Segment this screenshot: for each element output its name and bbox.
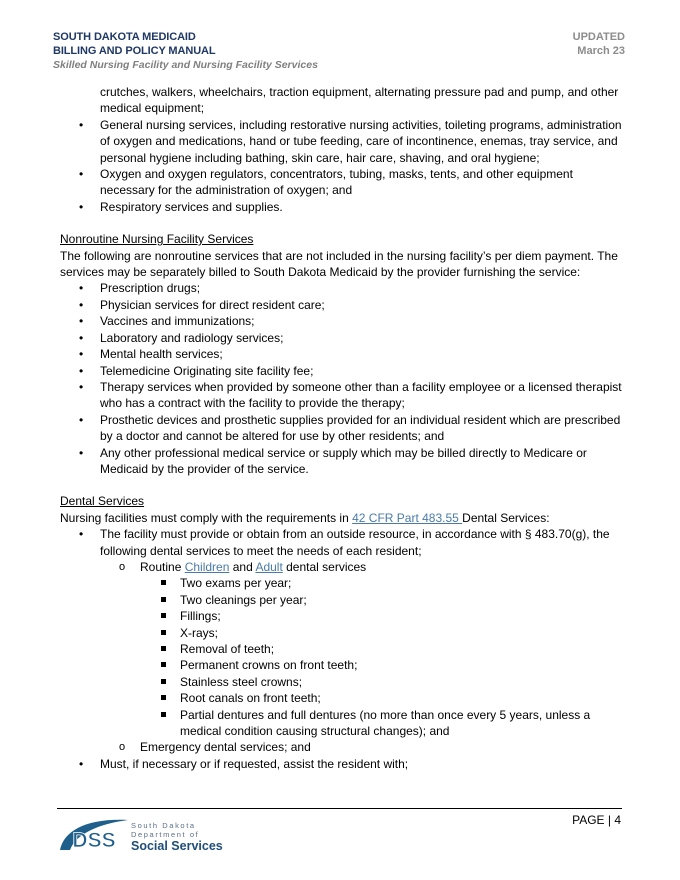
footer-divider (57, 808, 622, 809)
list-item: X-rays; (140, 625, 625, 641)
square-bullet-icon (161, 695, 166, 700)
bullet-icon: • (79, 167, 84, 182)
header-title-line2: BILLING AND POLICY MANUAL (53, 45, 216, 57)
bullet-icon: • (79, 445, 84, 460)
cfr-link[interactable]: 42 CFR Part 483.55 (352, 510, 463, 525)
document-body (60, 84, 625, 772)
list-item: Two cleanings per year; (140, 592, 625, 608)
bullet-icon: • (79, 527, 84, 542)
list-item: o Emergency dental services; and (119, 740, 311, 755)
square-bullet-icon (161, 597, 166, 602)
list-item: Permanent crowns on front teeth; (140, 657, 625, 673)
square-bullet-icon (161, 630, 166, 635)
page-header (53, 30, 318, 72)
circle-bullet-icon: o (119, 560, 126, 573)
bullet-icon: • (79, 199, 84, 214)
list-item: • Therapy services when provided by someone other than a facility employee or a licensed therapist who has a contract with the facility to provide the therapy; (79, 379, 622, 411)
list-item: Fillings; (140, 608, 625, 624)
list-item: • Must, if necessary or if requested, assist the resident with; (79, 756, 409, 771)
list-item: • Telemedicine Originating site facility fee; (79, 363, 314, 378)
dss-logo-icon (58, 816, 130, 852)
list-item: • Respiratory services and supplies. (79, 199, 283, 214)
list-item: • Mental health services; (79, 347, 223, 362)
list-item: Stainless steel crowns; (140, 674, 625, 690)
logo-abbr: DSS (72, 829, 116, 852)
list-item: o Routine Children and Adult dental services Two exams per year; Two cleanings per year; Fillings; X-rays; Removal of teeth; Permanent crowns on front teeth; Stainless steel crowns; Root canals on front teeth; Partial dentures and full dentures (no more than once every 5 years, unless a medical condition causing structural changes); and (100, 559, 625, 739)
bullet-icon: • (79, 412, 84, 427)
bullet-icon: • (79, 117, 84, 132)
list-item: • The facility must provide or obtain from an outside resource, in accordance with § 483.70(g), the following dental services to meet the needs of each resident; (79, 527, 610, 558)
routine-services-list (60, 84, 625, 215)
routine-dental-list (140, 575, 625, 739)
children-link[interactable]: Children (184, 559, 230, 574)
dental-list (60, 526, 625, 559)
list-item-continuation: crutches, walkers, wheelchairs, traction equipment, alternating pressure pad and pump, and other medical equipment; (100, 85, 619, 116)
logo-line-1: South Dakota (131, 821, 196, 830)
nonroutine-heading: Nonroutine Nursing Facility Services (60, 232, 254, 247)
list-item: • Any other professional medical service or supply which may be billed directly to Medicare or Medicaid by the provider of the service. (79, 445, 587, 476)
square-bullet-icon (161, 646, 166, 651)
header-title-line1: SOUTH DAKOTA MEDICAID (53, 31, 196, 43)
list-item: Partial dentures and full dentures (no more than once every 5 years, unless a medical condition causing structural changes); and (140, 707, 625, 740)
bullet-icon: • (79, 281, 84, 296)
square-bullet-icon (161, 662, 166, 667)
dental-intro: Nursing facilities must comply with the requirements in 42 CFR Part 483.55 Dental Services: (60, 510, 550, 525)
list-item: Root canals on front teeth; (140, 690, 625, 706)
bullet-icon: • (79, 379, 84, 394)
header-updated (573, 30, 625, 58)
list-item: • Prescription drugs; (79, 281, 201, 296)
nonroutine-list (60, 280, 625, 477)
list-item: • Laboratory and radiology services; (79, 330, 284, 345)
bullet-icon: • (79, 363, 84, 378)
list-item: Two exams per year; (140, 575, 625, 591)
list-item: • Physician services for direct resident care; (79, 297, 325, 312)
header-subtitle: Skilled Nursing Facility and Nursing Facility Services (53, 59, 318, 71)
list-item: • General nursing services, including restorative nursing activities, toileting programs, administration of oxygen and medications, hand or tube feeding, care of incontinence, enemas, tray service, and personal hygiene including bathing, skin care, hair care, shaving, and oral hygiene; (79, 117, 622, 165)
bullet-icon: • (79, 297, 84, 312)
square-bullet-icon (161, 580, 166, 585)
bullet-icon: • (79, 756, 84, 771)
logo-line-3: Social Services (131, 839, 223, 853)
bullet-icon: • (79, 314, 84, 329)
list-item: • Prosthetic devices and prosthetic supplies provided for an individual resident which are prescribed by a doctor and cannot be altered for use by other residents; and (79, 412, 621, 444)
dental-sublist (60, 559, 625, 756)
circle-bullet-icon: o (119, 741, 126, 754)
list-item: • Oxygen and oxygen regulators, concentrators, tubing, masks, tents, and other equipment necessary for the administration of oxygen; and (79, 167, 573, 198)
square-bullet-icon (161, 613, 166, 618)
list-item: • Vaccines and immunizations; (79, 314, 255, 329)
bullet-icon: • (79, 347, 84, 362)
logo-text (131, 822, 223, 853)
page-number: PAGE | 4 (572, 813, 621, 827)
square-bullet-icon (161, 679, 166, 684)
list-item: Removal of teeth; (140, 641, 625, 657)
dental-list-continued (60, 756, 625, 772)
logo-line-2: Department of (131, 829, 200, 839)
dental-heading: Dental Services (60, 494, 145, 509)
nonroutine-intro: The following are nonroutine services that are not included in the nursing facility’s per diem payment. The services may be separately billed to South Dakota Medicaid by the provider furnishing the service: (60, 248, 618, 280)
updated-date: March 23 (577, 45, 625, 57)
square-bullet-icon (161, 712, 166, 717)
bullet-icon: • (79, 330, 84, 345)
adult-link[interactable]: Adult (255, 559, 283, 574)
updated-label: UPDATED (572, 31, 625, 43)
